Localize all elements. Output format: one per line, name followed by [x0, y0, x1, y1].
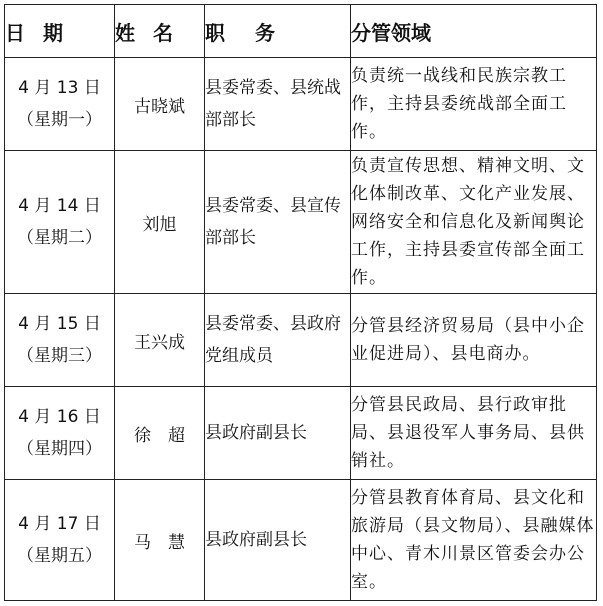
position-cell: 县委常委、县政府党组成员	[205, 294, 351, 387]
position-cell: 县政府副县长	[205, 387, 351, 480]
table-row	[5, 151, 597, 294]
weekday-text: （星期四）	[17, 439, 102, 459]
date-cell	[5, 58, 115, 151]
weekday-text: （星期三）	[17, 346, 102, 366]
header-position: 职务	[205, 5, 351, 58]
area-cell: 分管县经济贸易局（县中小企业促进局）、县电商办。	[351, 294, 597, 387]
date-text: 4 月 17 日	[18, 514, 101, 534]
table-row	[5, 387, 597, 480]
name-cell: 徐 超	[115, 387, 205, 480]
name-cell: 王兴成	[115, 294, 205, 387]
area-cell: 分管县民政局、县行政审批局、县退役军人事务局、县供销社。	[351, 387, 597, 480]
name-cell: 古晓斌	[115, 58, 205, 151]
header-area: 分管领域	[351, 5, 597, 58]
date-text: 4 月 14 日	[18, 196, 101, 216]
weekday-text: （星期一）	[17, 110, 102, 130]
date-cell	[5, 387, 115, 480]
name-cell: 刘旭	[115, 151, 205, 294]
schedule-table	[4, 4, 597, 601]
table-row	[5, 480, 597, 601]
position-cell: 县委常委、县统战部部长	[205, 58, 351, 151]
position-cell: 县政府副县长	[205, 480, 351, 601]
position-cell: 县委常委、县宣传部部长	[205, 151, 351, 294]
area-cell: 负责宣传思想、精神文明、文化体制改革、文化产业发展、网络安全和信息化及新闻舆论工作，主持县委宣传部全面工作。	[351, 151, 597, 294]
weekday-text: （星期五）	[17, 546, 102, 566]
header-row	[5, 5, 597, 58]
date-text: 4 月 13 日	[18, 78, 101, 98]
header-date: 日期	[5, 5, 115, 58]
header-name: 姓名	[115, 5, 205, 58]
table-row	[5, 58, 597, 151]
area-cell: 分管县教育体育局、县文化和旅游局（县文物局）、县融媒体中心、青木川景区管委会办公室。	[351, 480, 597, 601]
date-text: 4 月 15 日	[18, 314, 101, 334]
date-text: 4 月 16 日	[18, 407, 101, 427]
table-row	[5, 294, 597, 387]
weekday-text: （星期二）	[17, 228, 102, 248]
date-cell	[5, 294, 115, 387]
name-cell: 马 慧	[115, 480, 205, 601]
date-cell	[5, 480, 115, 601]
area-cell: 负责统一战线和民族宗教工作，主持县委统战部全面工作。	[351, 58, 597, 151]
date-cell	[5, 151, 115, 294]
